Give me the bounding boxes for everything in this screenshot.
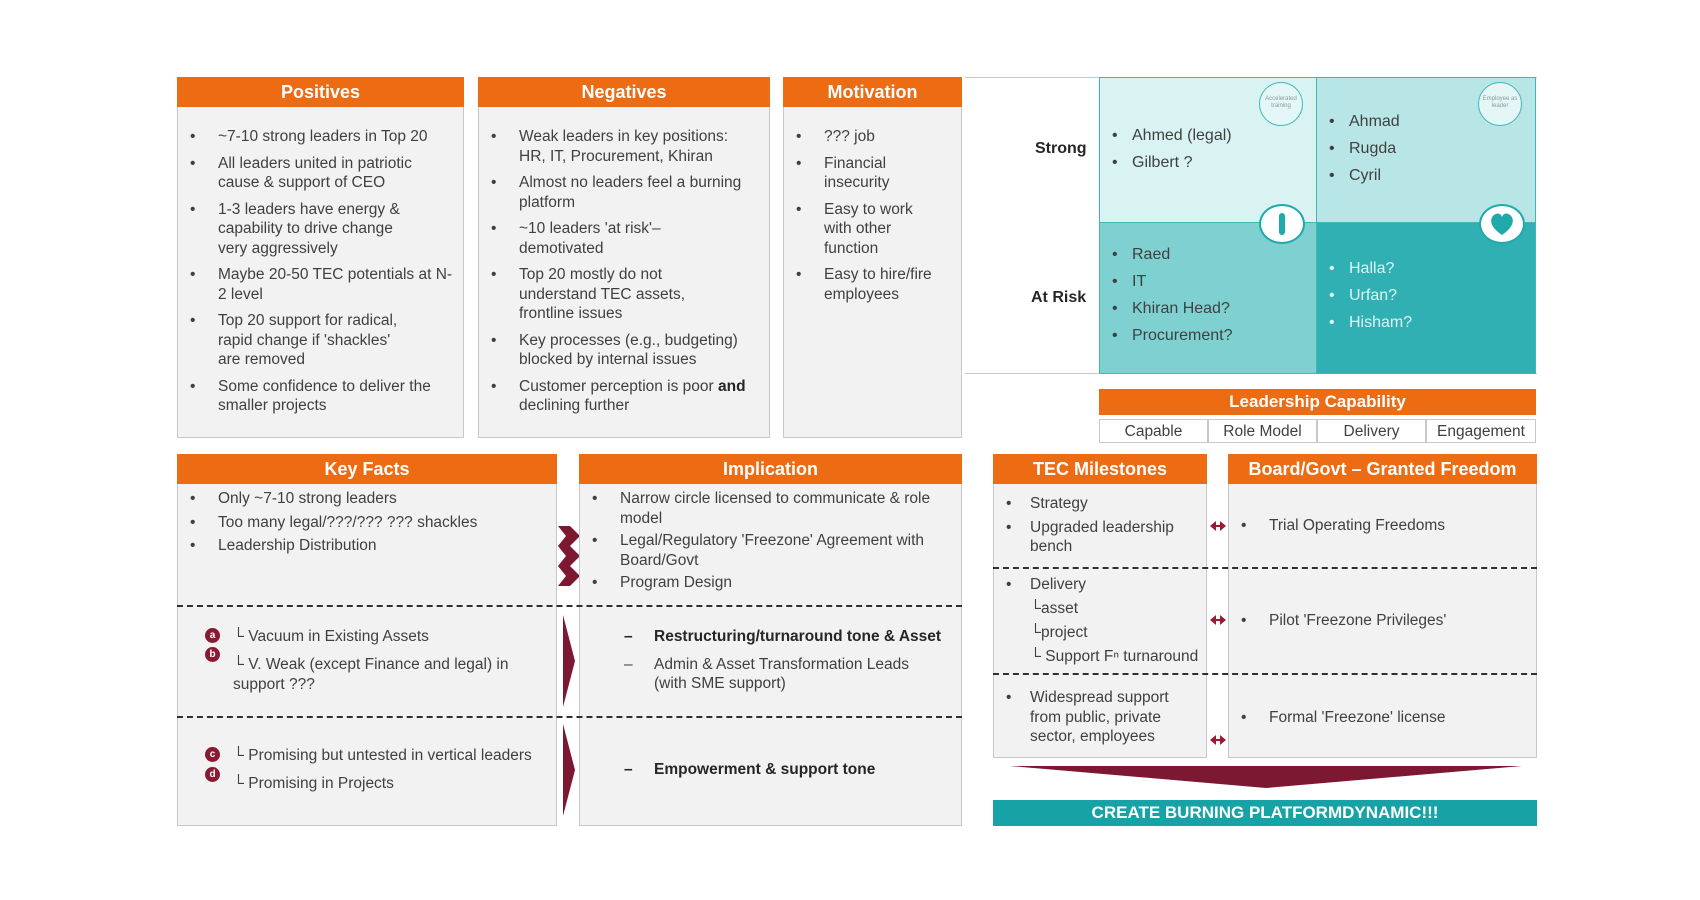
list-item: • Weak leaders in key positions: HR, IT, Procurement, Khiran: [479, 127, 769, 166]
list-item: • Too many legal/???/??? ??? shackles: [178, 513, 556, 533]
badge-a: a: [205, 628, 220, 643]
list-item: • Formal 'Freezone' license: [1229, 708, 1536, 728]
divider: [177, 605, 962, 607]
list-item: • Trial Operating Freedoms: [1229, 516, 1536, 536]
list-item: • Program Design: [580, 573, 961, 593]
list-item: • Financial insecurity: [784, 154, 961, 193]
list-item: • Almost no leaders feel a burning platform: [479, 173, 769, 212]
quadrant-bottom-left: [1099, 222, 1317, 374]
list-item: • Widespread support from public, private sector, employees: [994, 688, 1206, 747]
exclamation-icon: [1259, 204, 1305, 244]
sub-weak-support: └ V. Weak (except Finance and legal) in support ???: [233, 656, 509, 693]
list-item: – Admin & Asset Transformation Leads (with SME support): [580, 655, 961, 694]
milestone-sub-project: └project: [1030, 624, 1088, 641]
sub-promising-projects: └ Promising in Projects: [233, 775, 394, 792]
badge-b: b: [205, 647, 220, 662]
list-item: • Some confidence to deliver the smaller projects: [178, 377, 463, 416]
capability-col-role-model: Role Model: [1208, 419, 1317, 443]
list-item: • Upgraded leadership bench: [994, 518, 1206, 557]
negatives-title: Negatives: [478, 77, 770, 107]
implication-panel: [579, 483, 962, 826]
capability-col-delivery: Delivery: [1317, 419, 1426, 443]
milestones-panel: [993, 483, 1207, 758]
list-item: • Easy to work with other function: [784, 200, 961, 259]
list-item: • Legal/Regulatory 'Freezone' Agreement with Board/Govt: [580, 531, 961, 570]
list-item: • Cyril: [1317, 166, 1535, 186]
list-item: • Strategy: [994, 494, 1206, 514]
list-item: • Halla?: [1317, 259, 1535, 279]
burning-platform-banner: CREATE BURNING PLATFORMDYNAMIC!!!: [993, 800, 1537, 826]
accelerated-training-badge: Accelerated training: [1259, 82, 1303, 126]
heart-icon: [1479, 204, 1525, 244]
negatives-last-bold: and: [718, 377, 746, 395]
divider: [993, 567, 1537, 569]
row-label-strong: Strong: [1035, 140, 1087, 157]
negatives-panel: [478, 106, 770, 438]
list-item: • Pilot 'Freezone Privileges': [1229, 611, 1536, 631]
milestones-title: TEC Milestones: [993, 454, 1207, 484]
key-facts-title: Key Facts: [177, 454, 557, 484]
divider: [993, 673, 1537, 675]
negatives-list: [479, 127, 769, 416]
employee-as-leader-badge: Employee as leader: [1478, 82, 1522, 126]
list-item: • Hisham?: [1317, 313, 1535, 333]
list-item: • IT: [1100, 272, 1316, 292]
milestone-sub-asset: └asset: [1030, 600, 1079, 617]
double-arrow-icon: [1210, 734, 1226, 746]
divider: [177, 716, 962, 718]
key-facts-panel: [177, 483, 557, 826]
capability-col-engagement: Engagement: [1426, 419, 1536, 443]
list-item: • Rugda: [1317, 139, 1535, 159]
quadrant-bottom-right: [1316, 222, 1536, 374]
implication-title: Implication: [579, 454, 962, 484]
freedom-title: Board/Govt – Granted Freedom: [1228, 454, 1537, 484]
negatives-last-b: declining further: [519, 397, 630, 414]
list-item: • Only ~7-10 strong leaders: [178, 489, 556, 509]
list-item: • Maybe 20-50 TEC potentials at N-2 level: [178, 265, 463, 304]
list-item: • Khiran Head?: [1100, 299, 1316, 319]
list-item: [479, 377, 769, 416]
positives-panel: [177, 106, 464, 438]
list-item: • Ahmad: [1317, 112, 1535, 132]
list-item: • 1-3 leaders have energy & capability to drive change very aggressively: [178, 200, 463, 259]
positives-title: Positives: [177, 77, 464, 107]
list-item: • ~7-10 strong leaders in Top 20: [178, 127, 463, 147]
list-item: – Empowerment & support tone: [580, 760, 961, 780]
list-item: • Leadership Distribution: [178, 536, 556, 556]
list-item: • Raed: [1100, 245, 1316, 265]
list-item: • Key processes (e.g., budgeting) blocked by internal issues: [479, 331, 769, 370]
sub-vacuum: └ Vacuum in Existing Assets: [233, 628, 429, 645]
capability-col-capable: Capable: [1099, 419, 1208, 443]
list-item: • All leaders united in patriotic cause & support of CEO: [178, 154, 463, 193]
list-item: • Top 20 support for radical, rapid change if 'shackles' are removed: [178, 311, 463, 370]
chevron-right-icon: [562, 724, 576, 816]
milestone-sub-support: └ Support Fⁿ turnaround: [1030, 648, 1199, 665]
double-arrow-icon: [1210, 614, 1226, 626]
list-item: • Narrow circle licensed to communicate & role model: [580, 489, 961, 528]
list-item: • ??? job: [784, 127, 961, 147]
list-item: • Ahmed (legal): [1100, 126, 1316, 146]
motivation-panel: [783, 106, 962, 438]
list-item: • Easy to hire/fire employees: [784, 265, 961, 304]
leadership-capability-title: Leadership Capability: [1099, 389, 1536, 415]
row-label-at-risk: At Risk: [1031, 289, 1087, 306]
badge-c: c: [205, 747, 220, 762]
motivation-list: [784, 127, 961, 304]
list-item: • ~10 leaders 'at risk'– demotivated: [479, 219, 769, 258]
list-item: • Delivery: [994, 575, 1206, 595]
motivation-title: Motivation: [783, 77, 962, 107]
freedom-panel: [1228, 483, 1537, 758]
sub-promising-vertical: └ Promising but untested in vertical leaders: [233, 747, 532, 764]
badge-d: d: [205, 767, 220, 782]
list-item: • Procurement?: [1100, 326, 1316, 346]
list-item: • Top 20 mostly do not understand TEC assets, frontline issues: [479, 265, 769, 324]
list-item: • Gilbert ?: [1100, 153, 1316, 173]
double-arrow-icon: [1210, 520, 1226, 532]
list-item: – Restructuring/turnaround tone & Asset: [580, 627, 961, 647]
positives-list: [178, 127, 463, 416]
negatives-last-a: Customer perception is poor: [519, 377, 714, 395]
chevron-right-icon: [562, 615, 576, 707]
down-chevron-icon: [1010, 766, 1522, 790]
list-item: • Urfan?: [1317, 286, 1535, 306]
